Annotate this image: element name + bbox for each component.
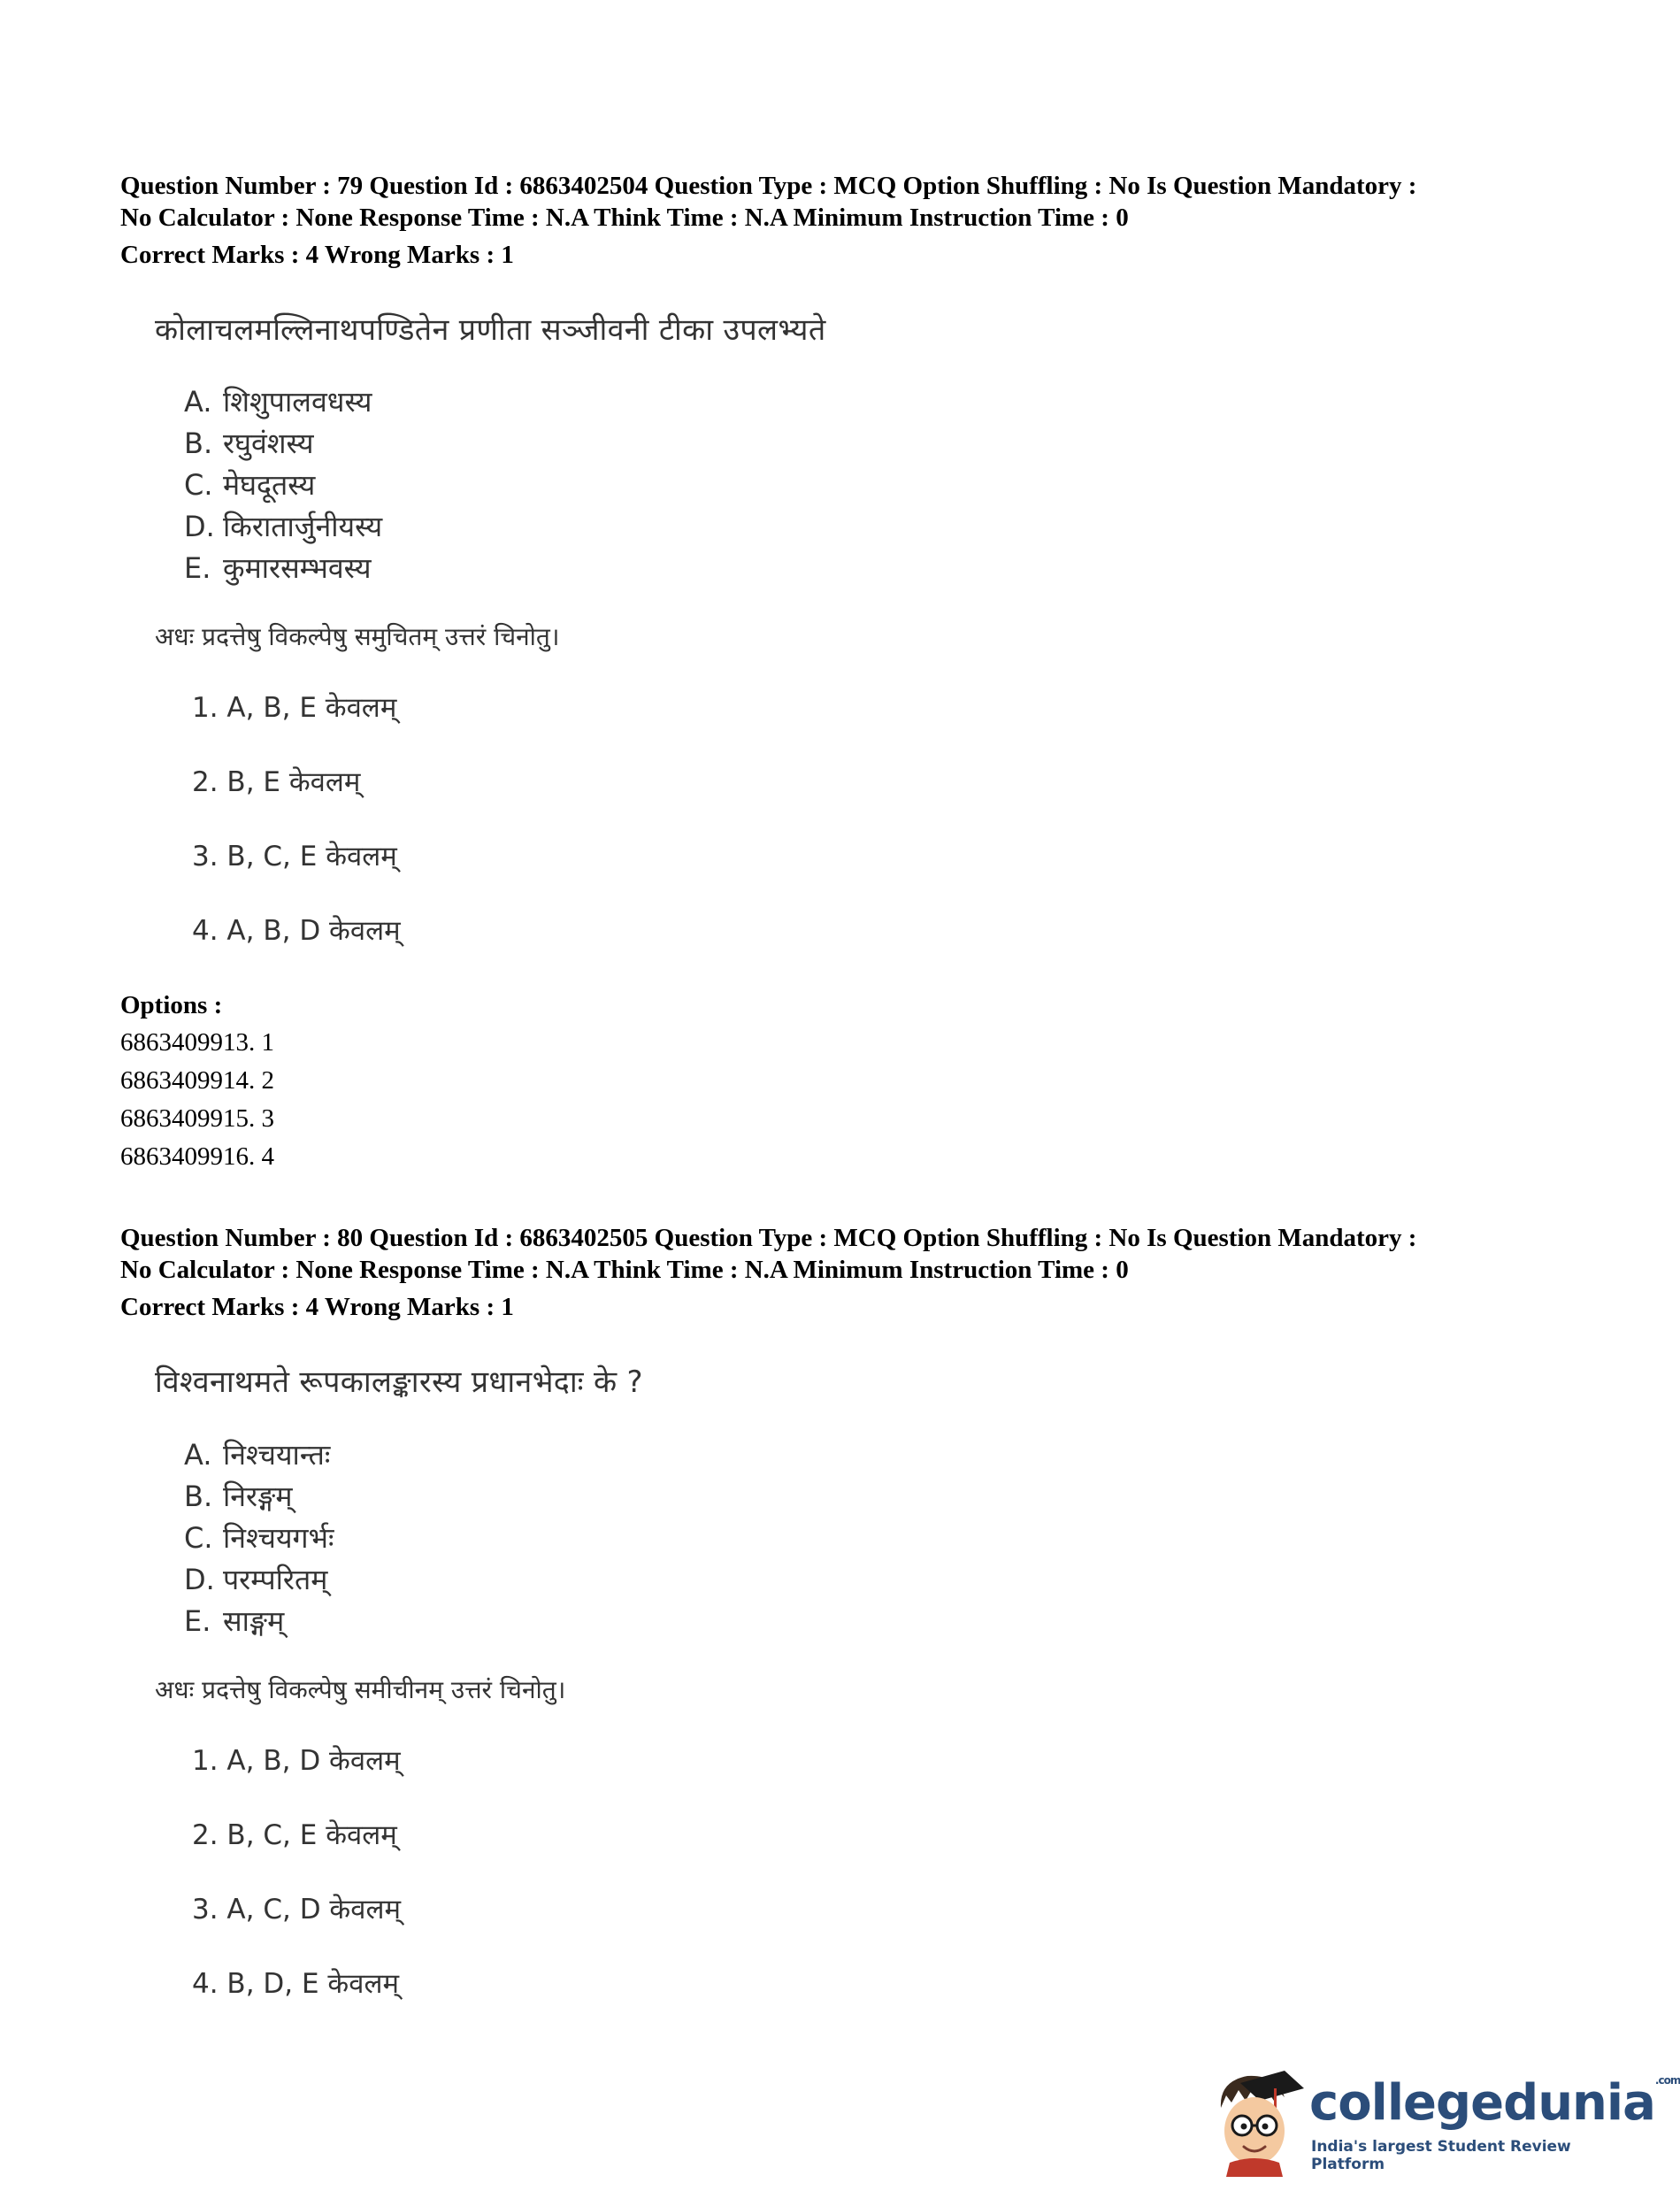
mascot-icon xyxy=(1203,2062,1308,2177)
question-stem: कोलाचलमल्लिनाथपण्डितेन प्रणीता सञ्जीवनी टीका उपलभ्यते xyxy=(155,312,826,348)
answer-choice: 3. B, C, E केवलम् xyxy=(192,841,397,873)
list-item: D. किरातार्जुनीयस्य xyxy=(184,510,383,543)
list-item: A. शिशुपालवधस्य xyxy=(184,385,372,419)
answer-choice: 1. A, B, E केवलम् xyxy=(192,692,397,724)
question-marks: Correct Marks : 4 Wrong Marks : 1 xyxy=(120,1293,514,1321)
list-item: A. निश्चयान्तः xyxy=(184,1438,331,1472)
option-row: 6863409915. 3 xyxy=(120,1104,274,1133)
options-title: Options : xyxy=(120,991,223,1019)
answer-choice: 3. A, C, D केवलम् xyxy=(192,1894,402,1926)
answer-choice: 4. A, B, D केवलम् xyxy=(192,915,401,947)
question-meta-line1: Question Number : 80 Question Id : 6863402505 Question Type : MCQ Option Shuffling : No Is Question Mandatory : xyxy=(120,1224,1417,1252)
question-instruction: अधः प्रदत्तेषु विकल्पेषु समुचितम् उत्तरं चिनोतु। xyxy=(155,622,560,651)
list-item: C. मेघदूतस्य xyxy=(184,468,316,502)
question-meta-line1: Question Number : 79 Question Id : 6863402504 Question Type : MCQ Option Shuffling : No Is Question Mandatory : xyxy=(120,172,1417,200)
option-row: 6863409914. 2 xyxy=(120,1066,274,1095)
collegedunia-logo xyxy=(1203,2062,1680,2177)
answer-choice: 4. B, D, E केवलम् xyxy=(192,1968,400,2000)
question-meta-line2: No Calculator : None Response Time : N.A Think Time : N.A Minimum Instruction Time : 0 xyxy=(120,1256,1129,1284)
answer-choice: 1. A, B, D केवलम् xyxy=(192,1745,401,1777)
list-item: B. निरङ्गम् xyxy=(184,1480,293,1513)
brand-tagline: India's largest Student Review Platform xyxy=(1311,2138,1571,2173)
option-row: 6863409913. 1 xyxy=(120,1028,274,1057)
list-item: B. रघुवंशस्य xyxy=(184,427,314,460)
list-item: E. कुमारसम्भवस्य xyxy=(184,551,372,585)
question-meta-line2: No Calculator : None Response Time : N.A Think Time : N.A Minimum Instruction Time : 0 xyxy=(120,204,1129,232)
question-stem: विश्वनाथमते रूपकालङ्कारस्य प्रधानभेदाः के ? xyxy=(155,1365,643,1400)
brand-name: collegedunia$^{.com}$ xyxy=(1309,2074,1680,2132)
answer-choice: 2. B, C, E केवलम् xyxy=(192,1819,397,1851)
option-row: 6863409916. 4 xyxy=(120,1142,274,1171)
question-marks: Correct Marks : 4 Wrong Marks : 1 xyxy=(120,241,514,269)
list-item: C. निश्चयगर्भः xyxy=(184,1521,334,1555)
question-instruction: अधः प्रदत्तेषु विकल्पेषु समीचीनम् उत्तरं चिनोतु। xyxy=(155,1675,566,1704)
list-item: E. साङ्गम् xyxy=(184,1604,285,1638)
list-item: D. परम्परितम् xyxy=(184,1563,328,1596)
answer-choice: 2. B, E केवलम् xyxy=(192,766,361,798)
